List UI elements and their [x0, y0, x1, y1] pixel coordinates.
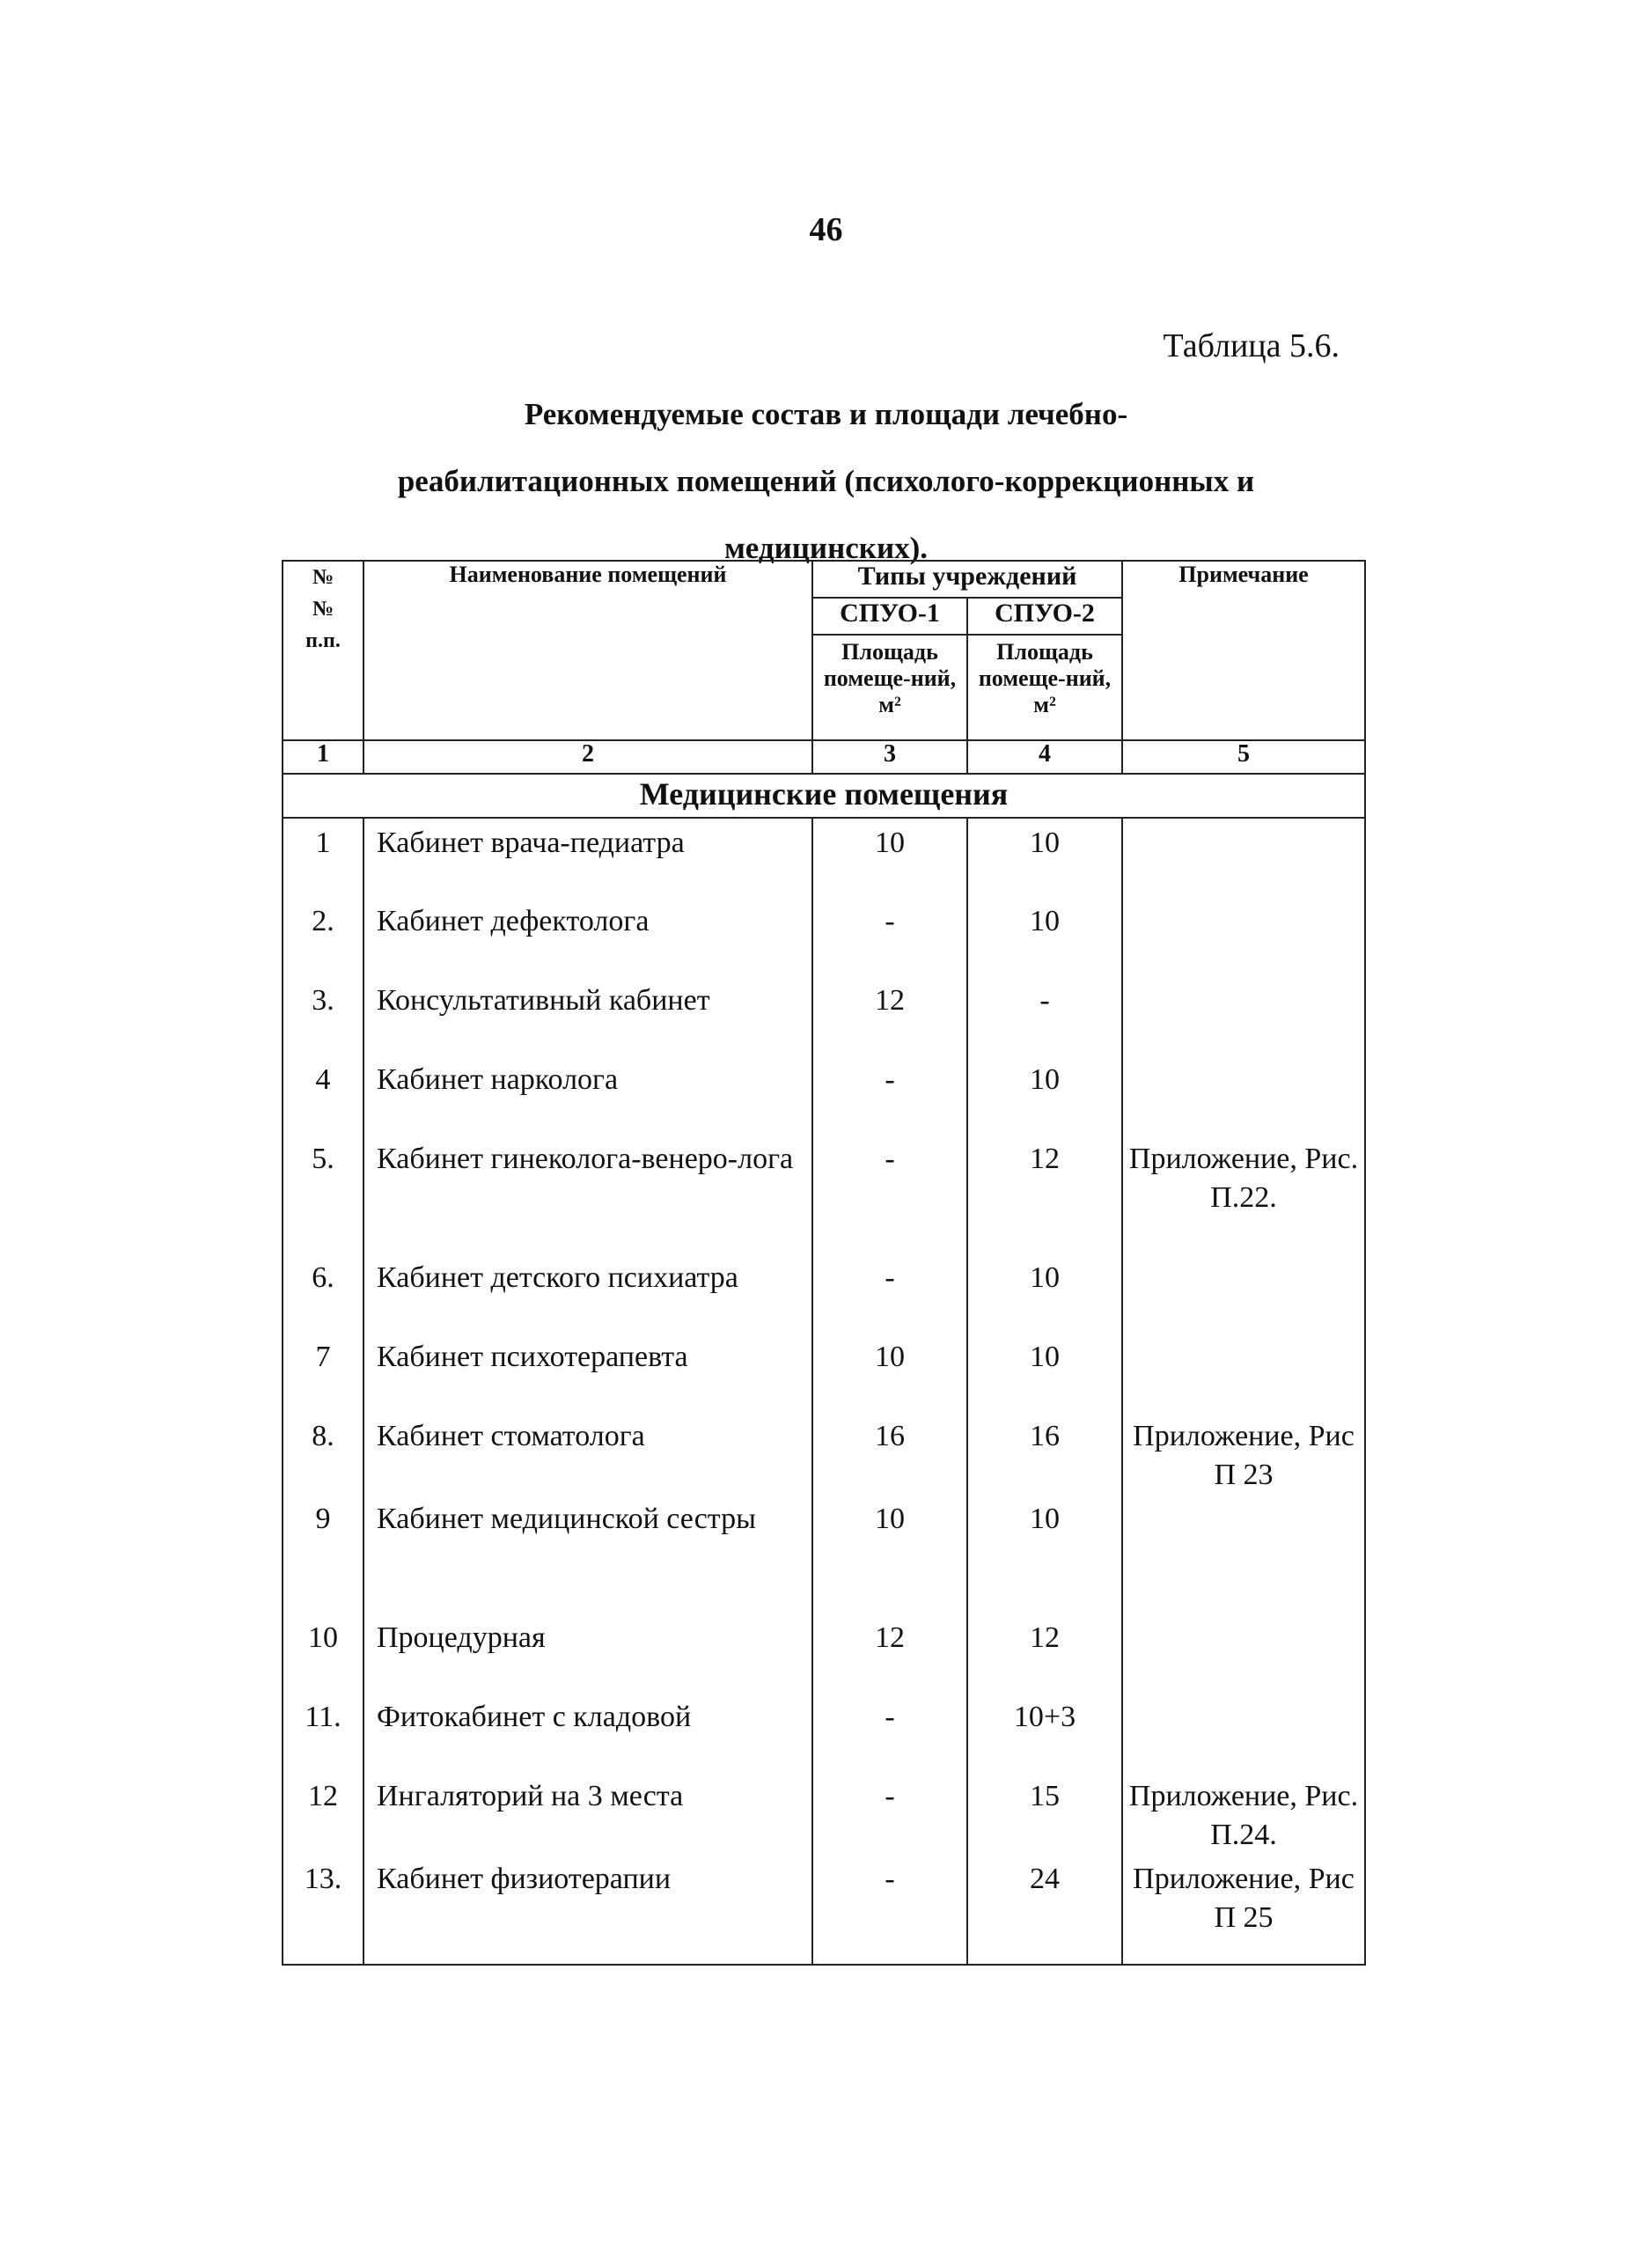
area-spuo2: 15	[967, 1772, 1122, 1855]
room-name: Кабинет медицинской сестры	[363, 1495, 812, 1613]
header-no-line-1: №	[312, 566, 334, 589]
page-number: 46	[809, 211, 843, 248]
room-name: Консультативный кабинет	[363, 976, 812, 1055]
area-spuo2: 10	[967, 818, 1122, 897]
room-name: Кабинет нарколога	[363, 1055, 812, 1135]
room-name: Кабинет стоматолога	[363, 1412, 812, 1495]
row-note	[1122, 1055, 1365, 1135]
area-spuo1: -	[812, 1693, 967, 1772]
area-spuo1: -	[812, 1772, 967, 1855]
area-spuo1: 12	[812, 976, 967, 1055]
room-name: Кабинет психотерапевта	[363, 1333, 812, 1412]
table-row	[283, 1855, 1365, 1965]
row-note: Приложение, Рис П 25	[1122, 1855, 1365, 1965]
header-type-spuo1: СПУО-1	[812, 598, 967, 635]
table-row	[283, 1772, 1365, 1855]
table-title-line-3: медицинских).	[723, 531, 929, 565]
section-title: Медицинские помещения	[283, 774, 1365, 818]
table-title-line-2: реабилитационных помещений (психолого-коррекционных и	[397, 464, 1255, 498]
table-row	[283, 1693, 1365, 1772]
table-title-line-1: Рекомендуемые состав и площади лечебно-	[524, 397, 1128, 431]
area-spuo1: 10	[812, 818, 967, 897]
table-row	[283, 1055, 1365, 1135]
column-number-5: 5	[1122, 740, 1365, 774]
area-spuo1: -	[812, 1253, 967, 1333]
column-number-4: 4	[967, 740, 1122, 774]
rooms-table	[282, 560, 1366, 1966]
table-row	[283, 1412, 1365, 1495]
area-spuo2: 10	[967, 897, 1122, 976]
header-type-spuo2: СПУО-2	[967, 598, 1122, 635]
table-row	[283, 1135, 1365, 1253]
header-types-group: Типы учреждений	[812, 561, 1122, 598]
row-note	[1122, 1495, 1365, 1613]
row-number: 3.	[283, 976, 363, 1055]
room-name: Фитокабинет с кладовой	[363, 1693, 812, 1772]
area-spuo1: 16	[812, 1412, 967, 1495]
room-name: Кабинет детского психиатра	[363, 1253, 812, 1333]
row-number: 5.	[283, 1135, 363, 1253]
table-row	[283, 1495, 1365, 1613]
area-spuo2: 10	[967, 1333, 1122, 1412]
table-row	[283, 976, 1365, 1055]
table-row	[283, 1613, 1365, 1693]
room-name: Ингаляторий на 3 места	[363, 1772, 812, 1855]
row-note	[1122, 1253, 1365, 1333]
row-number: 11.	[283, 1693, 363, 1772]
area-spuo2: 12	[967, 1613, 1122, 1693]
area-spuo1: 12	[812, 1613, 967, 1693]
row-number: 2.	[283, 897, 363, 976]
header-col-name: Наименование помещений	[363, 561, 812, 740]
area-spuo1: -	[812, 897, 967, 976]
area-spuo1: 10	[812, 1495, 967, 1613]
table-title	[264, 381, 1388, 582]
header-no-line-3: п.п.	[305, 629, 341, 652]
row-number: 1	[283, 818, 363, 897]
table-row	[283, 897, 1365, 976]
room-name: Процедурная	[363, 1613, 812, 1693]
header-area-spuo1: Площадь помеще-ний, м²	[812, 635, 967, 740]
room-name: Кабинет гинеколога-венеро-лога	[363, 1135, 812, 1253]
table-header	[283, 561, 1365, 774]
row-note	[1122, 976, 1365, 1055]
header-col-number	[283, 561, 363, 740]
row-note: Приложение, Рис П 23	[1122, 1412, 1365, 1495]
table-row	[283, 1333, 1365, 1412]
room-name: Кабинет физиотерапии	[363, 1855, 812, 1965]
room-name: Кабинет дефектолога	[363, 897, 812, 976]
section-row	[283, 774, 1365, 818]
row-note	[1122, 897, 1365, 976]
header-no-line-2: №	[312, 598, 334, 621]
row-number: 9	[283, 1495, 363, 1613]
column-number-1: 1	[283, 740, 363, 774]
row-number: 8.	[283, 1412, 363, 1495]
area-spuo2: 10	[967, 1253, 1122, 1333]
header-col-note: Примечание	[1122, 561, 1365, 740]
area-spuo1: 10	[812, 1333, 967, 1412]
area-spuo2: -	[967, 976, 1122, 1055]
row-number: 10	[283, 1613, 363, 1693]
area-spuo2: 10	[967, 1495, 1122, 1613]
area-spuo1: -	[812, 1135, 967, 1253]
table-label: Таблица 5.6.	[1163, 327, 1340, 364]
row-number: 6.	[283, 1253, 363, 1333]
area-spuo1: -	[812, 1055, 967, 1135]
area-spuo2: 24	[967, 1855, 1122, 1965]
table-body	[283, 818, 1365, 1965]
area-spuo1: -	[812, 1855, 967, 1965]
row-number: 13.	[283, 1855, 363, 1965]
room-name: Кабинет врача-педиатра	[363, 818, 812, 897]
area-spuo2: 16	[967, 1412, 1122, 1495]
row-note	[1122, 1333, 1365, 1412]
header-area-spuo2: Площадь помеще-ний, м²	[967, 635, 1122, 740]
row-number: 4	[283, 1055, 363, 1135]
table-row	[283, 818, 1365, 897]
area-spuo2: 12	[967, 1135, 1122, 1253]
row-note	[1122, 1693, 1365, 1772]
table-row	[283, 1253, 1365, 1333]
row-note: Приложение, Рис. П.22.	[1122, 1135, 1365, 1253]
row-number: 7	[283, 1333, 363, 1412]
area-spuo2: 10	[967, 1055, 1122, 1135]
row-note	[1122, 1613, 1365, 1693]
area-spuo2: 10+3	[967, 1693, 1122, 1772]
row-note	[1122, 818, 1365, 897]
row-note: Приложение, Рис. П.24.	[1122, 1772, 1365, 1855]
column-number-3: 3	[812, 740, 967, 774]
row-number: 12	[283, 1772, 363, 1855]
column-number-2: 2	[363, 740, 812, 774]
